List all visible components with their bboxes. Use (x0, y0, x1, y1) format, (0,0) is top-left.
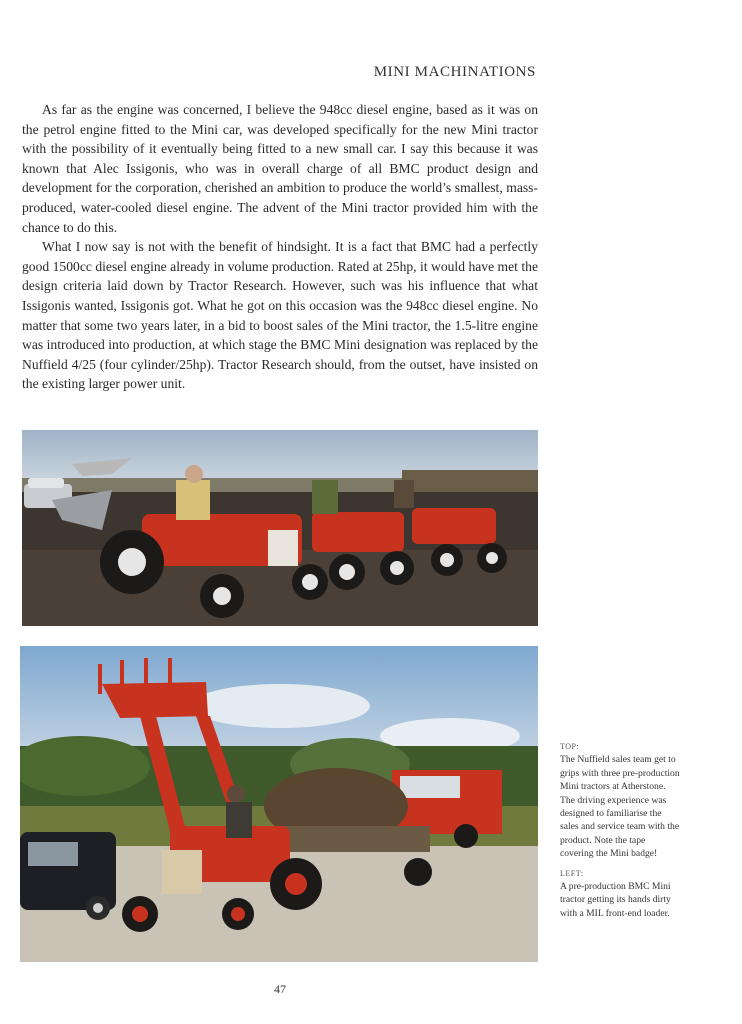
photo-captions (560, 740, 680, 926)
body-text (22, 100, 538, 394)
photo-three-tractors (22, 430, 538, 626)
caption-top-label: TOP: (560, 742, 580, 751)
caption-left (560, 867, 680, 921)
caption-left-label: LEFT: (560, 868, 584, 878)
photo-tractor-loader (20, 646, 538, 962)
photo-tractor-loader-image (20, 646, 538, 962)
caption-left-text: A pre-production BMC Mini tractor getting its hands dirty with a MIL front-end loader. (560, 881, 671, 919)
paragraph-1: As far as the engine was concerned, I believe the 948cc diesel engine, based as it was on the petrol engine fitted to the Mini car, was developed specifically for the new Mini tractor with the possibility of it eventually being fitted to a new small car. I say this because it was known that Alec Issigonis, who was in overall charge of all BMC product design and development for the corporation, cherished an ambition to produce the world’s smallest, mass-produced, water-cooled diesel engine. The advent of the Mini tractor provided him with the chance to do this. (22, 102, 538, 235)
caption-top (560, 740, 680, 861)
photo-three-tractors-image (22, 430, 538, 626)
running-head: MINI MACHINATIONS (373, 64, 536, 80)
caption-top-text: The Nuffield sales team get to grips with three pre-production Mini tractors at Atherstone. The driving experience was designed to familiarise the sales and service team with the product. Note the tape covering the Mini badge! (560, 754, 680, 860)
page-number: 47 (274, 982, 286, 996)
paragraph-2: What I now say is not with the benefit of hindsight. It is a fact that BMC had a perfectly good 1500cc diesel engine already in volume production. Rated at 25hp, it would have met the design criteria laid down by Tractor Research. However, such was his influence that what Issigonis wanted, Issigonis got. What he got on this occasion was the 948cc diesel engine. No matter that some two years later, in a bid to boost sales of the Mini tractor, the 1.5-litre engine was introduced into production, at which stage the BMC Mini designation was replaced by the Nuffield 4/25 (four cylinder/25hp). Tractor Research should, from the outset, have insisted on the existing larger power unit. (22, 239, 538, 392)
